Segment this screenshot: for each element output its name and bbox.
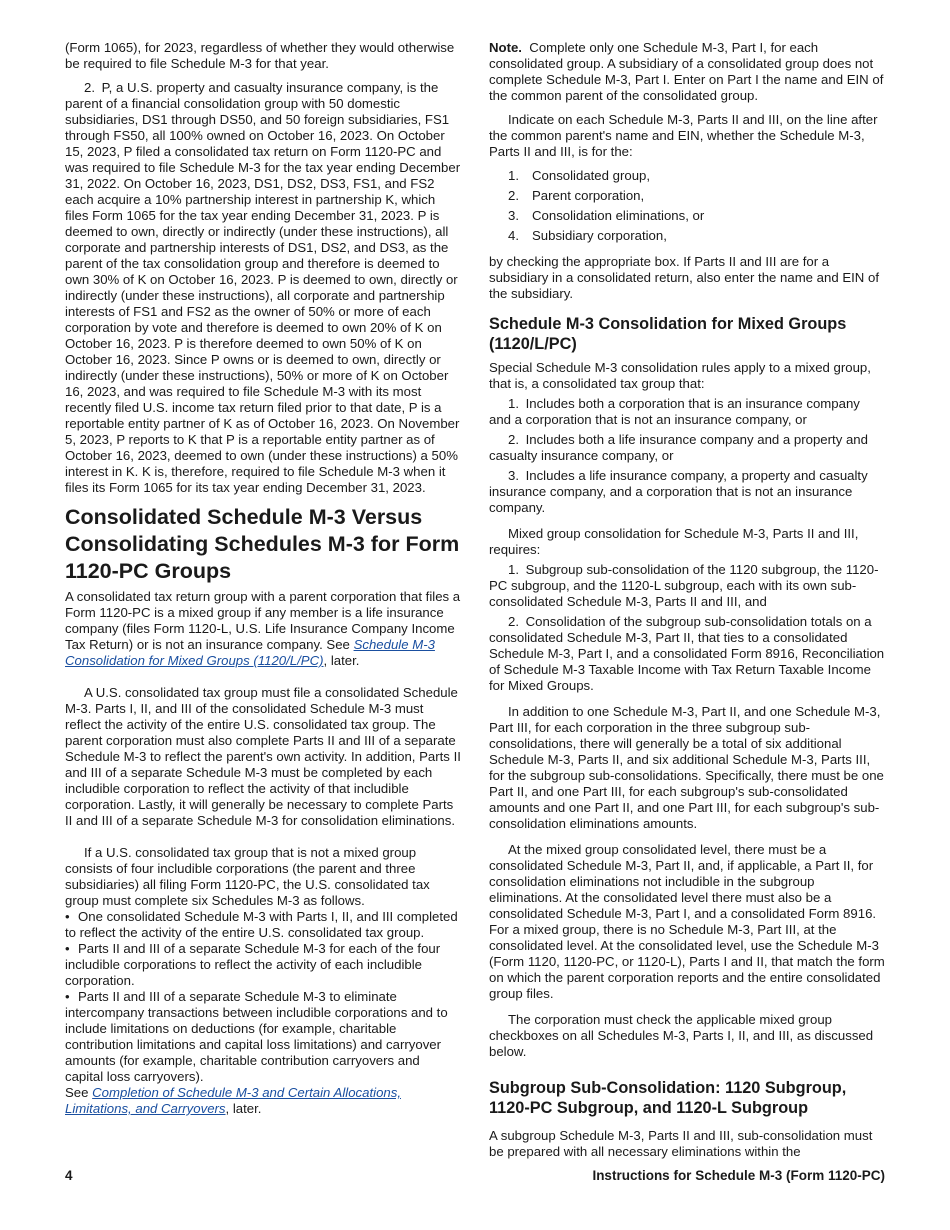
list-item: 2. Parent corporation,: [508, 188, 645, 203]
right-column: [489, 40, 885, 1168]
list-item: • Parts II and III of a separate Schedule M-3 for each of the four includible corporations to reflect the activity of each includible corporation.: [65, 941, 441, 988]
checking-box-paragraph: by checking the appropriate box. If Parts II and III are for a subsidiary in a consolidated return, also enter the name and EIN of the subsidiary.: [489, 254, 879, 301]
mixed-item-1: 1. Includes both a corporation that is an insurance company and a corporation that is not an insurance company, or: [489, 396, 860, 427]
note-paragraph: Note. Complete only one Schedule M-3, Part I, for each consolidated group. A subsidiary of a consolidated group does not complete Schedule M-3, Part I. Enter on Part I the name and EIN of the common parent of the consolidated group.: [489, 40, 884, 103]
numbered-list: [489, 168, 885, 244]
requires-item-2: 2. Consolidation of the subgroup sub-consolidation totals on a consolidated Schedule M-3, Part II, that ties to a consolidated Schedule M-3, Part I, and a consolidated Form 8916, Reconciliation of Schedule M-3 Taxable Income with Tax Return Taxable Income for Mixed Groups.: [489, 614, 885, 693]
consolidated-group-paragraph: A U.S. consolidated tax group must file a consolidated Schedule M-3. Parts I, II, and III of the consolidated Schedule M-3 must reflect the activity of the entire U.S. consolidated tax group. The parent corporation must also complete Parts II and III of a separate Schedule M-3 to reflect the parent's own activity. In addition, Parts II and III of a separate Schedule M-3 must be completed by each includible corporation to reflect the activity of that includible corporation. Lastly, it will generally be necessary to complete Parts II and III of a separate Schedule M-3 for consolidation eliminations.: [65, 685, 461, 828]
subgroup-paragraph: A subgroup Schedule M-3, Parts II and III, sub-consolidation must be prepared with all necessary eliminations within the: [489, 1128, 873, 1159]
mixed-item-2: 2. Includes both a life insurance company and a property and casualty insurance company, or: [489, 432, 868, 463]
list-item: 4. Subsidiary corporation,: [508, 228, 667, 243]
mixed-level-paragraph: At the mixed group consolidated level, there must be a consolidated Schedule M-3, Part II, and, if applicable, a Part II, for consolidation eliminations not includible in the subgroup eliminations. At the consolidated level there must also be a consolidated Schedule M-3, Part I, and a consolidated Form 8916. For a mixed group, there is no Schedule M-3, Part III, at the consolidated level. At the consolidated level, use the Schedule M-3 (Form 1120, 1120-PC, or 1120-L), Parts I and II, that match the form on which the parent corporation reports and the entire consolidated group files.: [489, 842, 885, 1001]
footer-title: Instructions for Schedule M-3 (Form 1120-PC): [592, 1168, 885, 1183]
paragraph-continued: (Form 1065), for 2023, regardless of whether they would otherwise be required to file Schedule M-3 for that year.: [65, 40, 455, 71]
section-heading-consolidated: Consolidated Schedule M-3 Versus Consolidating Schedules M-3 for Form 1120-PC Groups: [65, 505, 460, 583]
mixed-item-3: 3. Includes a life insurance company, a property and casualty insurance company, and a corporation that is not an insurance company.: [489, 468, 868, 515]
note-label: Note.: [489, 40, 522, 55]
left-column: [65, 40, 461, 1125]
requires-item-1: 1. Subgroup sub-consolidation of the 1120 subgroup, the 1120-PC subgroup, and the 1120-L subgroup, each with its own sub-consolidated Schedule M-3, Parts II and III, and: [489, 562, 879, 609]
indicate-paragraph: Indicate on each Schedule M-3, Parts II and III, on the line after the common parent's name and EIN, whether the Schedule M-3, Parts II and III, is for the:: [489, 112, 878, 159]
section-heading-mixed-groups: Schedule M-3 Consolidation for Mixed Groups (1120/L/PC): [489, 315, 847, 353]
link-completion-of-schedule[interactable]: Completion of Schedule M-3 and Certain Allocations, Limitations, and Carryovers: [65, 1085, 401, 1116]
checkboxes-paragraph: The corporation must check the applicable mixed group checkboxes on all Schedules M-3, Parts I, II, and III, as discussed below.: [489, 1012, 874, 1059]
page-number: 4: [65, 1168, 73, 1183]
list-item: • One consolidated Schedule M-3 with Parts I, II, and III completed to reflect the activity of the entire U.S. consolidated tax group.: [65, 909, 458, 940]
list-item: 1. Consolidated group,: [508, 168, 651, 183]
section-heading-subgroup: Subgroup Sub-Consolidation: 1120 Subgroup, 1120-PC Subgroup, and 1120-L Subgroup: [489, 1079, 847, 1117]
mixed-group-paragraph: A consolidated tax return group with a parent corporation that files a Form 1120-PC is a mixed group if any member is a life insurance company (files Form 1120-L, U.S. Life Insurance Company Income Tax Return) or is not an insurance company. See Schedule M-3 Consolidation for Mixed Groups (1120/L/PC), later.: [65, 589, 461, 668]
bullet-list: [65, 909, 461, 1085]
special-rules-paragraph: Special Schedule M-3 consolidation rules apply to a mixed group, that is, a consolidated tax group that:: [489, 360, 871, 391]
requires-paragraph: Mixed group consolidation for Schedule M-3, Parts II and III, requires:: [489, 526, 859, 557]
list-item: 3. Consolidation eliminations, or: [508, 208, 705, 223]
example-2-paragraph: 2. P, a U.S. property and casualty insurance company, is the parent of a financial consolidation group with 50 domestic subsidiaries, DS1 through DS50, and 50 foreign subsidiaries, FS1 through FS50, all 100% owned on October 16, 2023. On October 15, 2023, P filed a consolidated tax return on Form 1120-PC and was required to file Schedule M-3 for the tax year ending December 31, 2022. On October 16, 2023, DS1, DS2, DS3, FS1, and FS2 each acquire a 10% partnership interest in partnership K, which files Form 1065 for the tax year ending December 31, 2023. P is deemed to own, directly or indirectly (under these instructions), all corporate and partnership interests of DS1, DS2, and DS3, as the parent of the tax consolidation group and therefore is deemed to own 30% of K on October 16, 2023. P is deemed to own, directly or indirectly (under these instructions), all corporate and partnership interests of FS1 and FS2 as the owner of 50% or more of each corporation by vote and therefore is deemed to own 20% of K on October 16, 2023. P is therefore deemed to own 50% of K on October 16, 2023. Since P owns or is deemed to own, directly or indirectly (under these instructions), 50% or more of K on October 16, 2023, and was required to file Schedule M-3 with its most recently filed U.S. income tax return filed prior to that date, P is a reportable entity partner of K as of October 16, 2023. On November 5, 2023, P reports to K that P is a reportable entity partner as of October 16, 2023, deemed to own (under these instructions) a 50% interest in K. K is, therefore, required to file Schedule M-3 when it files its Form 1065 for its tax year ending December 31, 2023.: [65, 80, 461, 495]
list-item: • Parts II and III of a separate Schedule M-3 to eliminate intercompany transactions between includible corporations and to include limitations on deductions (for example, charitable contribution limitations and capital loss limitations) and carryover amounts (for example, charitable contribution carryovers and capital loss carryovers).: [65, 989, 448, 1084]
link-mixed-groups[interactable]: Schedule M-3 Consolidation for Mixed Groups (1120/L/PC): [65, 637, 435, 668]
four-corporations-paragraph: If a U.S. consolidated tax group that is not a mixed group consists of four includible corporations (the parent and three subsidiaries) all filing Form 1120-PC, the U.S. consolidated tax group must complete six Schedules M-3 as follows.: [65, 845, 430, 908]
in-addition-paragraph: In addition to one Schedule M-3, Part II, and one Schedule M-3, Part III, for each corporation in the three subgroup sub-consolidations, there will generally be a total of six additional Schedule M-3, Parts II, and six additional Schedule M-3, Parts III, for the subgroup sub-consolidations. Specifically, there must be one Part II, and one Part III, for each subgroup's sub-consolidated amounts and one Part II, and one Part III, for each subgroup's sub-consolidation eliminations amounts.: [489, 704, 884, 831]
see-completion-paragraph: See Completion of Schedule M-3 and Certain Allocations, Limitations, and Carryovers, later.: [65, 1085, 401, 1116]
